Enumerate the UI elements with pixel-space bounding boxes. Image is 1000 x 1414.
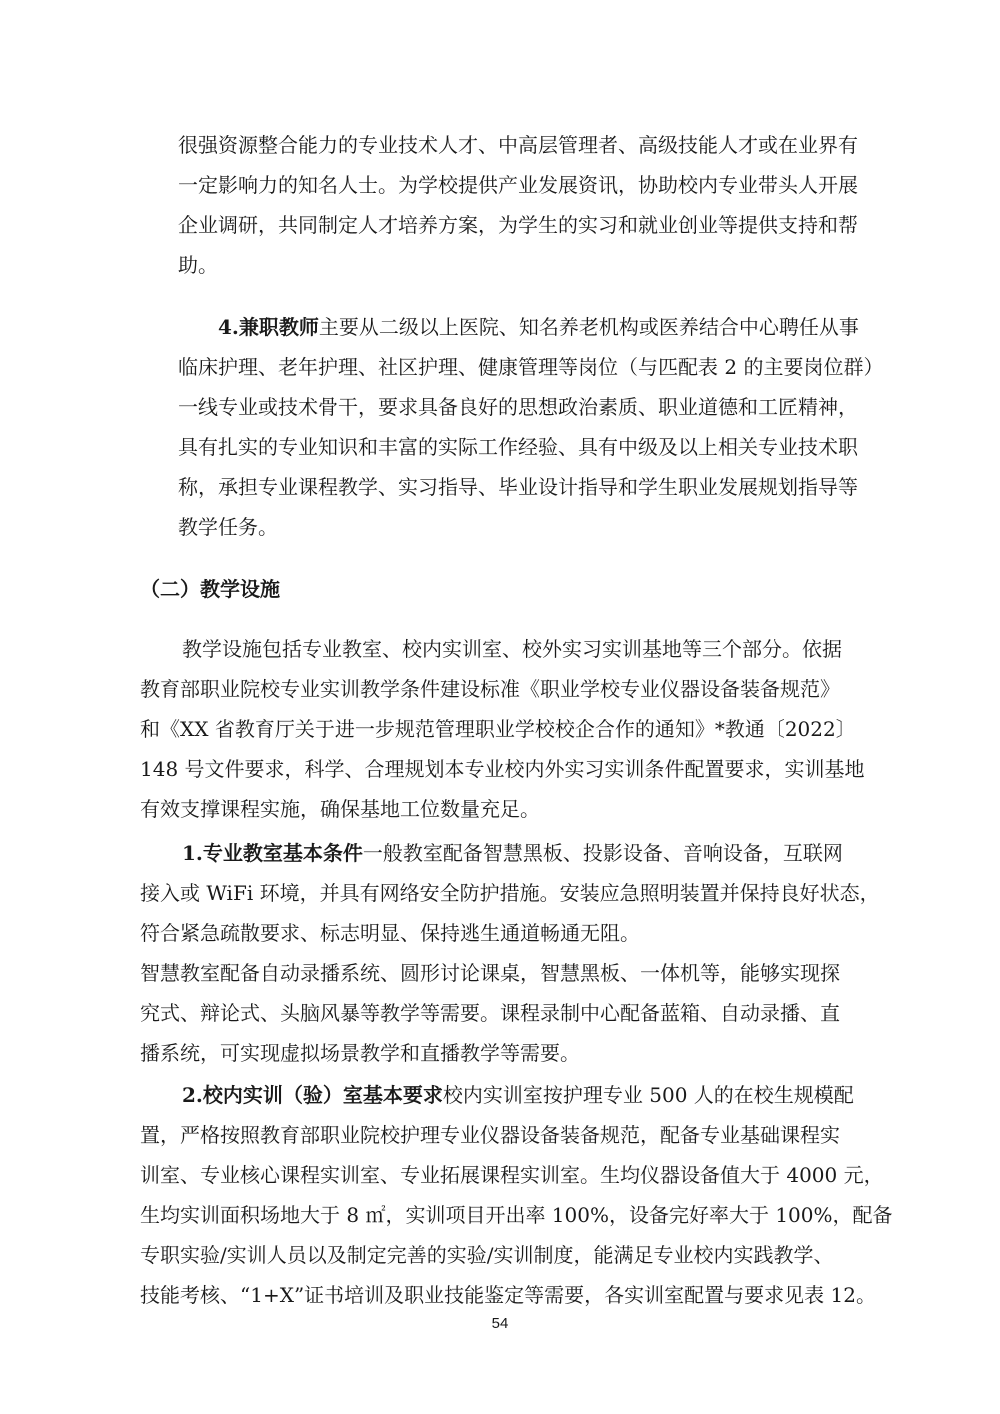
para5-lead: 2.校内实训（验）室基本要求	[182, 1083, 443, 1107]
para5-line-3: 训室、专业核心课程实训室、专业拓展课程实训室。生均仪器设备值大于 4000 元，	[140, 1163, 884, 1187]
para5-line-6: 技能考核、“1+X”证书培训及职业技能鉴定等需要，各实训室配置与要求见表 12。	[140, 1283, 876, 1307]
para2-line-3: 一线专业或技术骨干，要求具备良好的思想政治素质、职业道德和工匠精神，	[178, 395, 858, 419]
para4-lead: 1.专业教室基本条件	[182, 841, 363, 865]
para5-line-5: 专职实验/实训人员以及制定完善的实验/实训制度，能满足专业校内实践教学、	[140, 1243, 834, 1267]
para1-line-3: 企业调研，共同制定人才培养方案，为学生的实习和就业创业等提供支持和帮	[178, 213, 858, 237]
para2-line-4: 具有扎实的专业知识和丰富的实际工作经验、具有中级及以上相关专业技术职	[178, 435, 858, 459]
para4-line-6: 播系统，可实现虚拟场景教学和直播教学等需要。	[140, 1041, 580, 1065]
para3-line-5: 有效支撑课程实施，确保基地工位数量充足。	[140, 797, 540, 821]
para3-line-1: 教学设施包括专业教室、校内实训室、校外实习实训基地等三个部分。依据	[182, 637, 842, 661]
para4-line-3: 符合紧急疏散要求、标志明显、保持逃生通道畅通无阻。	[140, 921, 640, 945]
para5-line-1	[182, 1082, 854, 1108]
para5-line-1-text: 校内实训室按护理专业 500 人的在校生规模配	[442, 1083, 854, 1107]
para5-line-2: 置，严格按照教育部职业院校护理专业仪器设备装备规范，配备专业基础课程实	[140, 1123, 840, 1147]
para4-line-1-text: 一般教室配备智慧黑板、投影设备、音响设备，互联网	[362, 841, 843, 865]
para1-line-1: 很强资源整合能力的专业技术人才、中高层管理者、高级技能人才或在业界有	[178, 133, 858, 157]
para2-lead: 4.兼职教师	[218, 315, 319, 339]
para1-line-2: 一定影响力的知名人士。为学校提供产业发展资讯，协助校内专业带头人开展	[178, 173, 858, 197]
para4-line-4: 智慧教室配备自动录播系统、圆形讨论课桌，智慧黑板、一体机等，能够实现探	[140, 961, 840, 985]
page-number: 54	[491, 1315, 509, 1332]
para2-line-1-text: 主要从二级以上医院、知名养老机构或医养结合中心聘任从事	[318, 315, 859, 339]
para4-line-5: 究式、辩论式、头脑风暴等教学等需要。课程录制中心配备蓝箱、自动录播、直	[140, 1001, 840, 1025]
para3-line-4: 148 号文件要求，科学、合理规划本专业校内外实习实训条件配置要求，实训基地	[140, 757, 865, 781]
section-heading: （二）教学设施	[140, 577, 280, 601]
para3-line-3: 和《XX 省教育厅关于进一步规范管理职业学校校企合作的通知》*教通〔2022〕	[140, 717, 856, 741]
para5-line-4: 生均实训面积场地大于 8 ㎡，实训项目开出率 100%，设备完好率大于 100%，配备	[140, 1203, 893, 1227]
para2-line-2: 临床护理、老年护理、社区护理、健康管理等岗位（与匹配表 2 的主要岗位群）	[178, 355, 884, 379]
para3-line-2: 教育部职业院校专业实训教学条件建设标准《职业学校专业仪器设备装备规范》	[140, 677, 840, 701]
para2-line-5: 称，承担专业课程教学、实习指导、毕业设计指导和学生职业发展规划指导等	[178, 475, 858, 499]
para1-line-4: 助。	[178, 253, 218, 277]
para4-line-1	[182, 840, 843, 866]
para2-line-1	[218, 314, 859, 340]
para4-line-2: 接入或 WiFi 环境，并具有网络安全防护措施。安装应急照明装置并保持良好状态，	[140, 881, 880, 905]
para2-line-6: 教学任务。	[178, 515, 278, 539]
